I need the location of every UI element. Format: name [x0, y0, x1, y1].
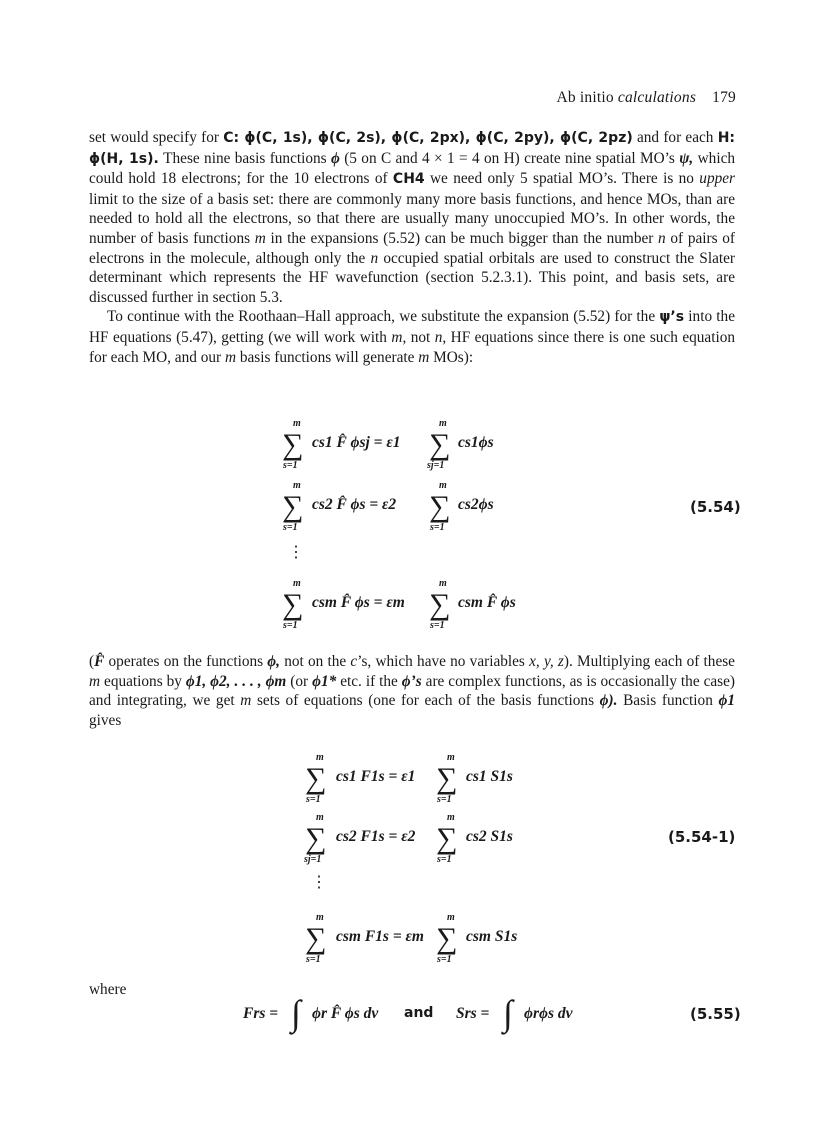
formula-hydrogen-basis: H: ϕ(H, 1s). [89, 130, 736, 167]
and-word: and [404, 1005, 434, 1021]
paragraph-1: set would specify for C: ϕ(C, 1s), ϕ(C, 2s), ϕ(C, 2px), ϕ(C, 2py), ϕ(C, 2pz) and for each H: ϕ(H, 1s). These nine basis functions ϕ (5 on C and 4 × 1 = 4 on H) create nine spatial MO’s ψ, which could hold 18 electrons; for the 10 electrons of CH4 we need only 5 spatial MO’s. There is no upper limit to the size of a basis set: there are commonly many more basis functions, and hence MOs, than are needed to hold all the electrons, so that there are usually many unoccupied MO’s. In other words, the number of basis functions m in the expansions (5.52) can be much bigger than the number n of pairs of electrons in the molecule, although only the n occupied spatial orbitals are used to construct the Slater determinant which represents the HF wavefunction (section 5.2.3.1). This point, and basis sets, are discussed further in section 5.3. [89, 129, 736, 306]
vertical-ellipsis: ⋮ [288, 544, 304, 561]
equation-number: (5.55) [690, 1005, 741, 1023]
equation-number: (5.54-1) [668, 828, 736, 846]
integral-icon: ∫ [503, 993, 513, 1033]
formula-methane: CH4 [392, 171, 425, 188]
equation-5-55 [0, 993, 816, 1046]
integrand-s: ϕrϕs dv [524, 1005, 573, 1022]
equation-number: (5.54) [690, 498, 741, 516]
page-number: 179 [712, 89, 736, 106]
srs-lhs: Srs = [456, 1005, 490, 1022]
running-head [556, 89, 736, 107]
frs-lhs: Frs = [243, 1005, 279, 1022]
where-label: where [89, 981, 127, 998]
running-title-italic: calculations [617, 89, 697, 106]
formula-carbon-basis: C: ϕ(C, 1s), ϕ(C, 2s), ϕ(C, 2px), ϕ(C, 2py), ϕ(C, 2pz) [223, 130, 633, 146]
book-page: Ab initio calculations 179 set would specify for C: ϕ(C, 1s), ϕ(C, 2s), ϕ(C, 2px), ϕ(C, 2py), ϕ(C, 2pz) and for each H: ϕ(H, 1s). These nine basis functions ϕ (5 on C and 4 × 1 = 4 on H) create nine spatial MO’s ψ, which could hold 18 electrons; for the 10 electrons of CH4 we need only 5 spatial MO’s. There is no upper limit to the size of a basis set: there are commonly many more basis functions, and hence MOs, than are needed to hold all the electrons, so that there are usually many unoccupied MO’s. In other words, the number of basis functions m in the expansions (5.52) can be much bigger than the number n of pairs of electrons in the molecule, although only the n occupied spatial orbitals are used to construct the Slater determinant which represents the HF wavefunction (section 5.2.3.1). This point, and basis sets, are discussed further in section 5.3. To continue with the Roothaan–Hall approach, we substitute the expansion (5.52) for the ψ’s into the HF equations (5.47), getting (we will work with m, not n, HF equations since there is one such equation for each MO, and our m basis functions will generate m MOs): m ∑ s=1 cs1 F̂ ϕsj = ε1 m ∑ sj=1 cs1ϕs m ∑ s=1 cs2 F̂ ϕs = ε2 m ∑ s=1 cs2ϕs (5.54) ⋮ m ∑ s=1 csm F̂ ϕs = εm m ∑ s=1 csm F̂ ϕs (F̂ operates on the functions ϕ, not on the c’s, which have no variables x, y, z). Multiplying each of these m equations by ϕ1, ϕ2, . . . , ϕm (or ϕ1* etc. if the ϕ’s are complex functions, as is occasionally the case) and integrating, we get m sets of equations (one for each of the basis functions ϕ). Basis function ϕ1 gives m ∑ s=1 cs1 F1s = ε1 m ∑ s=1 cs1 S1s m ∑ sj=1 cs2 F1s = ε2 m ∑ s=1 cs2 S1s (5.54-1) ⋮ m ∑ s=1 csm F1s = εm m ∑ s=1 csm S1s where Frs = ∫ ϕr F̂ ϕs dv and Srs = ∫ ϕrϕs dv (5.55) [0, 0, 816, 1123]
body-text-top [89, 128, 735, 367]
paragraph-3: (F̂ operates on the functions ϕ, not on the c’s, which have no variables x, y, z). Multiplying each of these m equations by ϕ1, ϕ2, . . . , ϕm (or ϕ1* etc. if the ϕ’s are complex functions, as is occasionally the case) and integrating, we get m sets of equations (one for each of the basis functions ϕ). Basis function ϕ1 gives [89, 653, 735, 729]
running-title-plain: Ab initio [556, 89, 614, 106]
integrand-f: ϕr F̂ ϕs dv [312, 1005, 379, 1022]
integral-icon: ∫ [291, 993, 301, 1033]
paragraph-2: To continue with the Roothaan–Hall approach, we substitute the expansion (5.52) for the ψ’s into the HF equations (5.47), getting (we will work with m, not n, HF equations since there is one such equation for each MO, and our m basis functions will generate m MOs): [89, 308, 736, 366]
body-text-middle [89, 652, 735, 730]
vertical-ellipsis: ⋮ [311, 874, 327, 891]
